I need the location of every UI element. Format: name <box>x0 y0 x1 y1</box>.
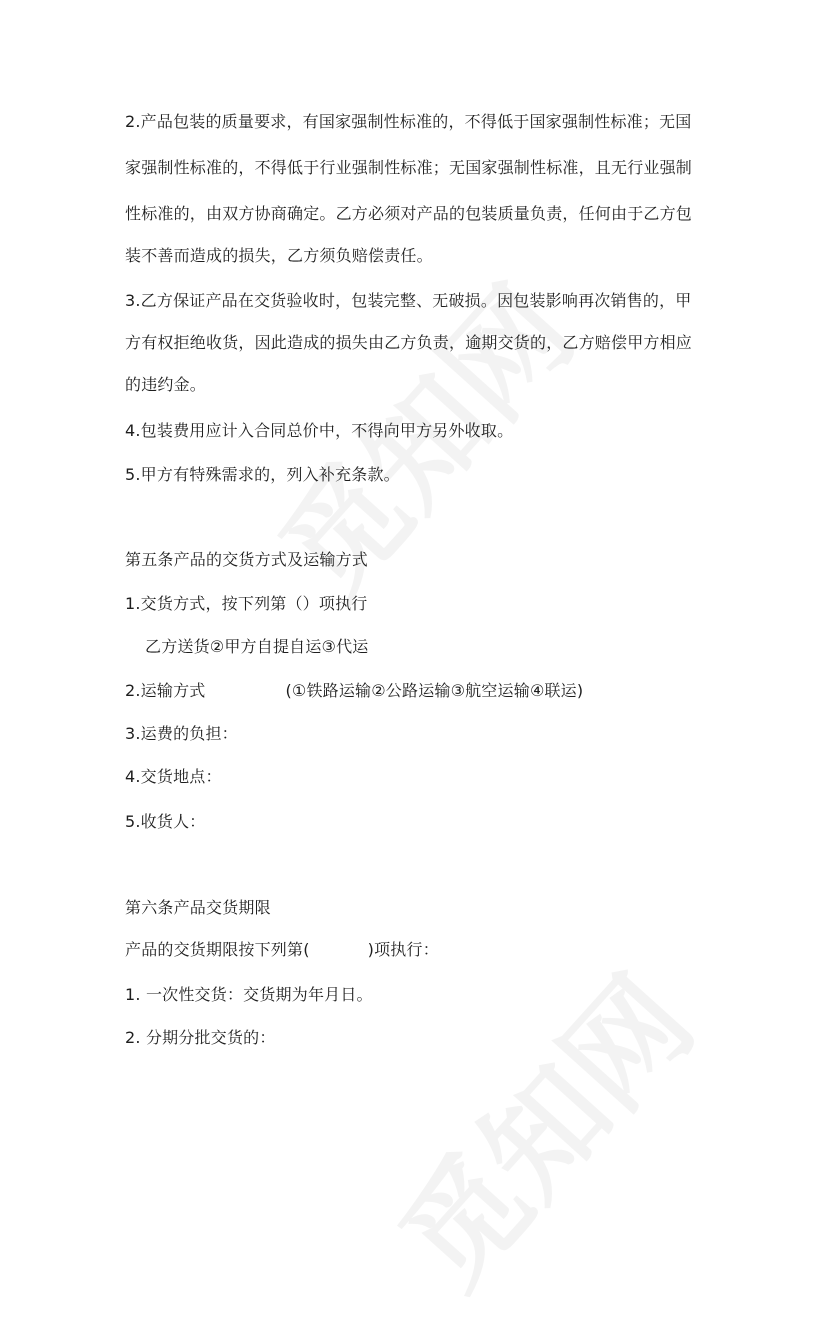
delivery-term-line <box>125 940 439 960</box>
section-heading: 第六条产品交货期限 <box>125 898 271 917</box>
paragraph-line: 家强制性标准的，不得低于行业强制性标准；无国家强制性标准，且无行业强制 <box>125 158 693 177</box>
paragraph-line: 3.运费的负担： <box>125 724 238 743</box>
transport-options: (①铁路运输②公路运输③航空运输④联运) <box>285 681 584 700</box>
paragraph-line: 方有权拒绝收货，因此造成的损失由乙方负责，逾期交货的，乙方赔偿甲方相应 <box>125 333 693 352</box>
paragraph-line: 3.乙方保证产品在交货验收时，包装完整、无破损。因包装影响再次销售的，甲 <box>125 291 692 310</box>
transport-label: 2.运输方式 <box>125 681 206 700</box>
paragraph-line: 的违约金。 <box>125 375 207 394</box>
paragraph-line: 装不善而造成的损失，乙方须负赔偿责任。 <box>125 246 433 265</box>
paragraph-line: 5.甲方有特殊需求的，列入补充条款。 <box>125 465 400 484</box>
paragraph-line: 乙方送货②甲方自提自运③代运 <box>145 637 369 656</box>
paragraph-line: 性标准的，由双方协商确定。乙方必须对产品的包装质量负责，任何由于乙方包 <box>125 204 693 223</box>
paragraph-line: 2. 分期分批交货的： <box>125 1028 276 1047</box>
paragraph-line: 2.产品包装的质量要求，有国家强制性标准的，不得低于国家强制性标准；无国 <box>125 112 692 131</box>
watermark <box>356 935 725 1317</box>
delivery-term-prefix: 产品的交货期限按下列第( <box>125 940 310 959</box>
paragraph-line: 4.包装费用应计入合同总价中，不得向甲方另外收取。 <box>125 421 514 440</box>
transport-line <box>125 681 583 701</box>
paragraph-line: 1. 一次性交货：交货期为年月日。 <box>125 985 373 1004</box>
delivery-term-suffix: )项执行： <box>367 940 439 959</box>
paragraph-line: 5.收货人： <box>125 812 206 831</box>
section-heading: 第五条产品的交货方式及运输方式 <box>125 550 369 569</box>
paragraph-line: 4.交货地点： <box>125 767 222 786</box>
paragraph-line: 1.交货方式，按下列第（）项执行 <box>125 594 368 613</box>
